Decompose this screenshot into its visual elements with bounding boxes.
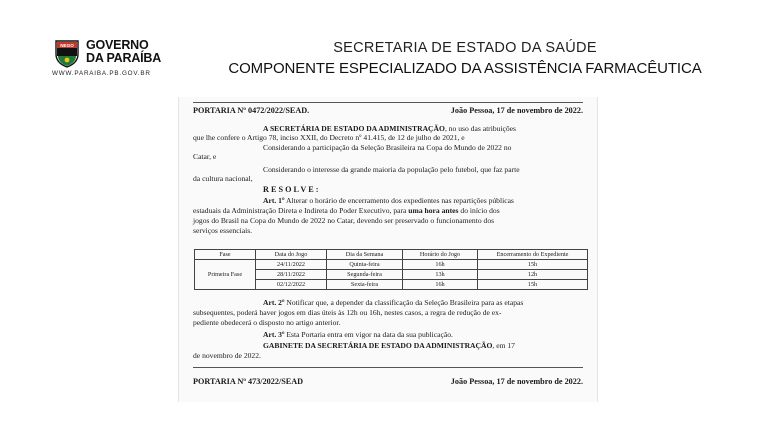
table-cell: 16h: [403, 260, 478, 270]
portaria-number-1: PORTARIA Nº 0472/2022/SEAD.: [193, 106, 310, 115]
logo-line2: DA PARAÍBA: [86, 51, 162, 65]
art1-line-3: jogos do Brasil na Copa do Mundo de 2022 no Catar, devendo ser preservado o funcionamento dos: [193, 216, 495, 225]
portaria-date-1: João Pessoa, 17 de novembro de 2022.: [450, 106, 583, 115]
table-cell: Sexta-feira: [327, 280, 403, 290]
preamble-line-3: Considerando a participação da Seleção Brasileira na Copa do Mundo de 2022 no: [263, 143, 512, 152]
header-cell: Dia da Semana: [327, 250, 403, 260]
logo-url: WWW.PARAIBA.PB.GOV.BR: [52, 70, 151, 77]
logo-name: [86, 39, 161, 65]
art3-label: Art. 3º: [263, 330, 285, 339]
portaria-date-2: João Pessoa, 17 de novembro de 2022.: [450, 377, 583, 386]
table-cell: 13h: [403, 270, 478, 280]
table-row: [195, 260, 588, 270]
art1-line-1: [263, 196, 514, 205]
table-cell: 16h: [403, 280, 478, 290]
secretaria-admin-name: A SECRETÁRIA DE ESTADO DA ADMINISTRAÇÃO: [263, 124, 445, 133]
table-cell: Segunda-feira: [327, 270, 403, 280]
preamble-line-5: Considerando o interesse da grande maioria da população pelo futebol, que faz parte: [263, 165, 520, 174]
art3-text: Esta Portaria entra em vigor na data da sua publicação.: [284, 330, 453, 339]
art2-label: Art. 2º: [263, 298, 285, 307]
phase-cell: Primeira Fase: [195, 260, 256, 290]
closing-line-1: [263, 341, 515, 350]
paraiba-emblem-icon: [52, 38, 82, 68]
art1-line-2: [193, 206, 500, 215]
table-cell: 24/11/2022: [256, 260, 327, 270]
header-cell: Fase: [195, 250, 256, 260]
art3-line: [263, 330, 453, 339]
table-cell: 02/12/2022: [256, 280, 327, 290]
art1-line-4: serviços essenciais.: [193, 226, 253, 235]
art2-line-3: pediente obedecerá o disposto no artigo anterior.: [193, 318, 341, 327]
componente-title: COMPONENTE ESPECIALIZADO DA ASSISTÊNCIA FARMACÊUTICA: [228, 60, 702, 77]
preamble-line-4: Catar, e: [193, 152, 217, 161]
art2-line-2: subsequentes, poderá haver jogos em dias úteis às 12h ou 16h, nestes casos, a regra de redução de ex-: [193, 308, 502, 317]
portaria-header-2: [193, 377, 583, 386]
table-cell: 15h: [478, 280, 588, 290]
gabinete-label: GABINETE DA SECRETÁRIA DE ESTADO DA ADMINISTRAÇÃO: [263, 341, 493, 350]
table-cell: 15h: [478, 260, 588, 270]
preamble-line-6: da cultura nacional,: [193, 174, 253, 183]
table-cell: 12h: [478, 270, 588, 280]
header-cell: Horário do Jogo: [403, 250, 478, 260]
preamble-line-1: [263, 124, 516, 133]
schedule-table: [194, 249, 588, 290]
table-header-row: [195, 250, 588, 260]
closing-line-2: de novembro de 2022.: [193, 351, 261, 360]
header-cell: Data do Jogo: [256, 250, 327, 260]
logo-line1: GOVERNO: [86, 38, 149, 52]
header-cell: Encerramento do Expediente: [478, 250, 588, 260]
preamble-l1-rest: , no uso das atribuições: [444, 124, 517, 133]
table-cell: Quinta-feira: [327, 260, 403, 270]
art1-label: Art. 1º: [263, 196, 285, 205]
preamble-line-2: que lhe confere o Artigo 78, inciso XXII, do Decreto nº 41.415, de 12 de julho de 2021, e: [193, 133, 465, 142]
art2-line-1: [263, 298, 523, 307]
portaria-number-2: PORTARIA Nº 473/2022/SEAD: [193, 377, 304, 386]
art1-l1-text: Alterar o horário de encerramento dos expedientes nas repartições públicas: [284, 196, 514, 205]
art2-l1-text: Notificar que, a depender da classificação da Seleção Brasileira para as etapas: [284, 298, 524, 307]
secretaria-title: SECRETARIA DE ESTADO DA SAÚDE: [333, 40, 597, 56]
art1-l2-post: do início dos: [458, 206, 500, 215]
art1-l2-bold: uma hora antes: [408, 206, 459, 215]
svg-text:NEGO: NEGO: [60, 43, 74, 48]
portaria-header-1: [193, 106, 583, 115]
table-cell: 28/11/2022: [256, 270, 327, 280]
top-divider: [193, 102, 583, 103]
art1-l2-pre: estaduais da Administração Direta e Indireta do Poder Executivo, para: [193, 206, 409, 215]
resolve-heading: R E S O L V E :: [263, 185, 319, 194]
closing-rest: , em 17: [492, 341, 515, 350]
portaria-document: [178, 97, 598, 402]
middle-divider: [193, 367, 583, 368]
